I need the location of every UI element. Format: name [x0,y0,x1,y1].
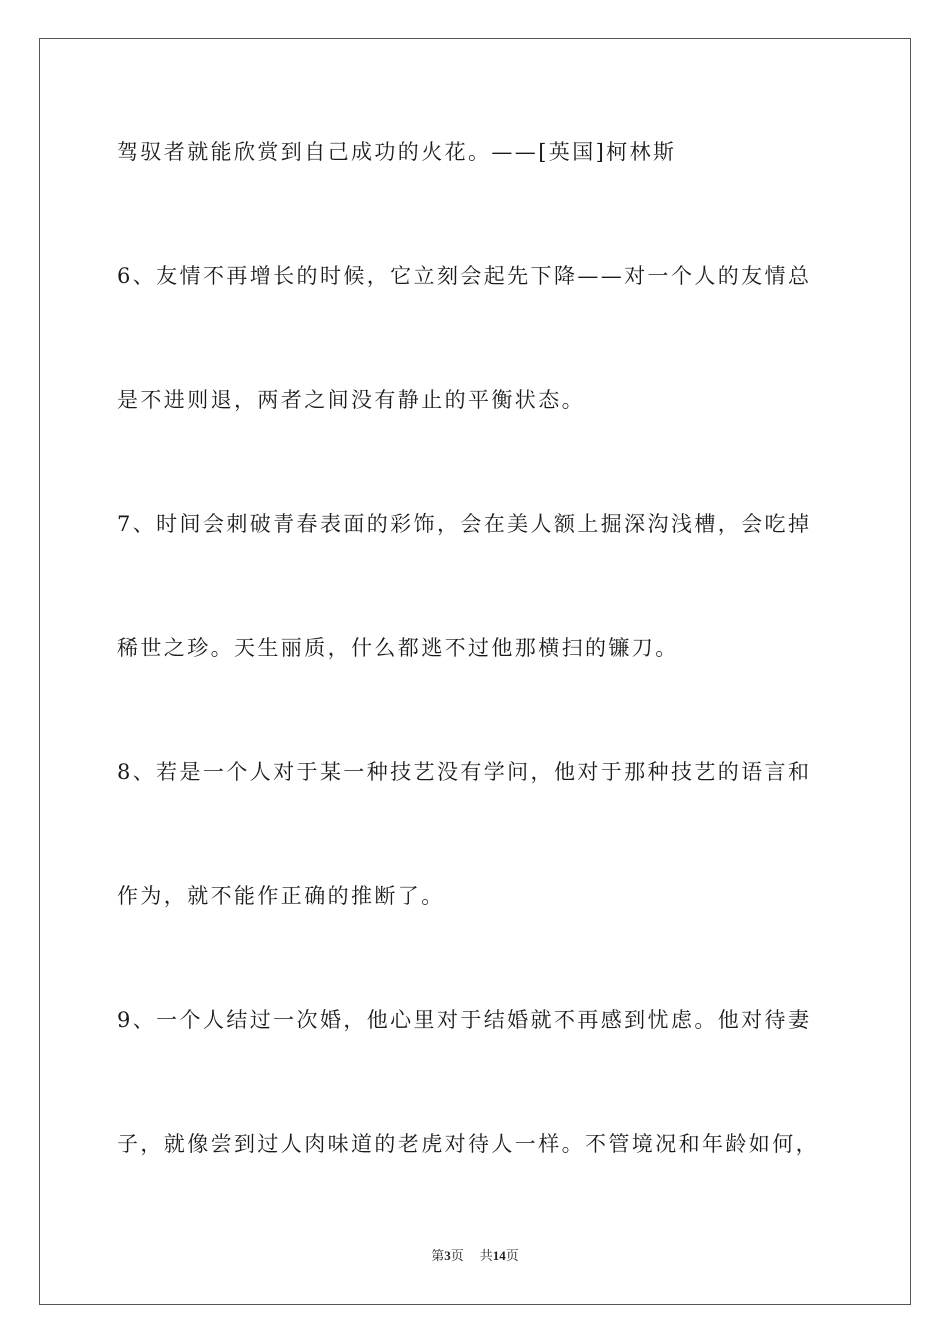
text-line: 6、友情不再增长的时候，它立刻会起先下降——对一个人的友情总 [117,264,812,288]
page-footer [0,1247,950,1265]
total-prefix: 共 [479,1248,493,1263]
text-line: 9、一个人结过一次婚，他心里对于结婚就不再感到忧虑。他对待妻 [117,1008,812,1032]
text-line: 是不进则退，两者之间没有静止的平衡状态。 [117,388,585,412]
page-border [39,38,911,1305]
text-line: 子，就像尝到过人肉味道的老虎对待人一样。不管境况和年龄如何， [117,1132,819,1156]
text-line: 作为，就不能作正确的推断了。 [117,884,445,908]
text-line: 驾驭者就能欣赏到自己成功的火花。——[英国]柯林斯 [117,140,677,164]
text-line: 稀世之珍。天生丽质，什么都逃不过他那横扫的镰刀。 [117,636,679,660]
page-prefix: 第 [431,1248,445,1263]
total-suffix: 页 [505,1248,519,1263]
page-suffix: 页 [450,1248,464,1263]
page-number: 3 [444,1248,451,1263]
total-pages: 14 [492,1248,506,1263]
text-line: 8、若是一个人对于某一种技艺没有学问，他对于那种技艺的语言和 [117,760,812,784]
text-line: 7、时间会刺破青春表面的彩饰，会在美人额上掘深沟浅槽，会吃掉 [117,512,812,536]
